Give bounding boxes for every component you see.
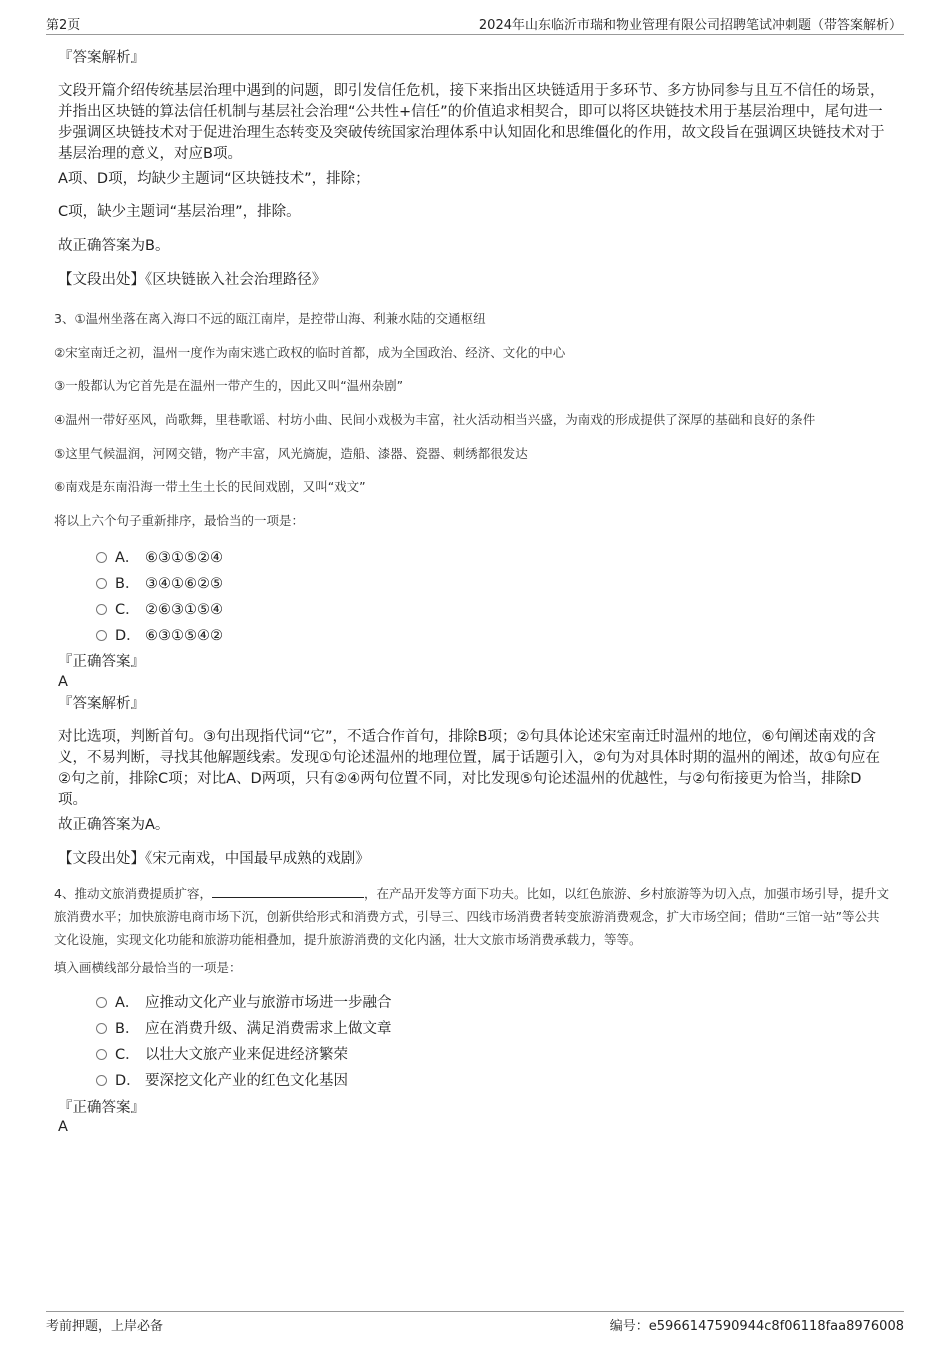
question-stem-rest: ，在产品开发等方面下功夫。比如，以红色旅游、乡村旅游等为切入点，加强市场引导，提升文旅消费水平；加快旅游电商市场下沉，创新供给形式和消费方式，引导三、四线市场消费者转变旅游消费观念，扩大市场空间；借助“三馆一站”等公共文化设施，实现文化功能和旅游功能相叠加，提升旅游消费的文化内涵，壮大文旅市场消费承载力，等等。 [54,886,889,947]
question-prompt: 将以上六个句子重新排序，最恰当的一项是： [54,513,305,528]
page-header [46,12,904,35]
question-prompt: 填入画横线部分最恰当的一项是： [54,960,242,975]
question-sentence: ②宋室南迁之初，温州一度作为南宋逃亡政权的临时首都，成为全国政治、经济、文化的中心 [54,345,566,360]
page-number: 第2页 [46,18,81,33]
option-letter: D． [115,628,141,644]
answer-value: A [58,674,68,690]
option-letter: B． [115,1021,140,1037]
option-letter: B． [115,576,140,592]
option-letter: A． [115,550,140,566]
question-sentence: ④温州一带好巫风，尚歌舞，里巷歌谣、村坊小曲、民间小戏极为丰富，社火活动相当兴盛，为南戏的形成提供了深厚的基础和良好的条件 [54,412,816,427]
radio-button[interactable] [96,1049,107,1060]
conclusion: 故正确答案为A。 [58,817,170,833]
question-sentence: ⑥南戏是东南沿海一带土生土长的民间戏剧，又叫“戏文” [54,479,366,494]
radio-button[interactable] [96,997,107,1008]
footer-slogan: 考前押题，上岸必备 [46,1319,164,1334]
option-c[interactable] [96,1045,348,1065]
option-text: 以壮大文旅产业来促进经济繁荣 [145,1047,348,1063]
analysis-label: 『答案解析』 [58,50,145,66]
question-sentence: ③一般都认为它首先是在温州一带产生的，因此又叫“温州杂剧” [54,378,404,393]
analysis-line: A项、D项，均缺少主题词“区块链技术”，排除； [58,171,370,187]
option-a[interactable] [96,548,223,568]
option-letter: C． [115,602,140,618]
fill-in-blank [212,885,364,898]
option-text: 要深挖文化产业的红色文化基因 [145,1073,348,1089]
question-stem-start: 4、推动文旅消费提质扩容， [54,886,212,901]
page-footer [46,1311,904,1336]
analysis-line: C项，缺少主题词“基层治理”，排除。 [58,204,301,220]
source-line: 【文段出处】《宋元南戏，中国最早成熟的戏剧》 [58,851,370,867]
radio-button[interactable] [96,1075,107,1086]
option-d[interactable] [96,1071,348,1091]
radio-button[interactable] [96,578,107,589]
answer-label: 『正确答案』 [58,1100,145,1116]
option-a[interactable] [96,993,392,1013]
document-title: 2024年山东临沂市瑞和物业管理有限公司招聘笔试冲刺题（带答案解析） [478,18,902,33]
option-b[interactable] [96,1019,392,1039]
option-letter: C． [115,1047,140,1063]
question-sentence: 3、①温州坐落在离入海口不远的瓯江南岸，是控带山海、利兼水陆的交通枢纽 [54,311,486,326]
radio-button[interactable] [96,552,107,563]
analysis-text: 对比选项，判断首句。③句出现指代词“它”，不适合作首句，排除B项；②句具体论述宋室南迁时温州的地位，⑥句阐述南戏的含义，不易判断，寻找其他解题线索。发现①句论述温州的地理位置，属于话题引入，②句为对具体时期的温州的阐述，故①句应在②句之前，排除C项；对比A、D两项，只有②④两句位置不同，对比发现⑤句论述温州的优越性，与②句衔接更为恰当，排除D项。 [58,729,880,808]
answer-value: A [58,1119,68,1135]
option-b[interactable] [96,574,223,594]
option-text: 应推动文化产业与旅游市场进一步融合 [145,995,392,1011]
option-d[interactable] [96,626,223,646]
analysis-text: 文段开篇介绍传统基层治理中遇到的问题，即引发信任危机，接下来指出区块链适用于多环节、多方协同参与且互不信任的场景，并指出区块链的算法信任机制与基层社会治理“公共性+信任”的价值追求相契合，即可以将区块链技术用于基层治理中，尾句进一步强调区块链技术对于促进治理生态转变及突破传统国家治理体系中认知固化和思维僵化的作用，故文段旨在强调区块链技术对于基层治理的意义，对应B项。 [58,83,885,162]
radio-button[interactable] [96,630,107,641]
option-text: ②⑥③①⑤④ [145,602,223,618]
option-text: ③④①⑥②⑤ [145,576,223,592]
source-line: 【文段出处】《区块链嵌入社会治理路径》 [58,272,327,288]
question-stem [54,882,890,951]
option-c[interactable] [96,600,223,620]
conclusion: 故正确答案为B。 [58,238,170,254]
option-text: 应在消费升级、满足消费需求上做文章 [145,1021,392,1037]
option-letter: A． [115,995,140,1011]
option-text: ⑥③①⑤④② [145,628,223,644]
radio-button[interactable] [96,1023,107,1034]
option-letter: D． [115,1073,141,1089]
answer-label: 『正确答案』 [58,654,145,670]
document-id: 编号：e5966147590944c8f06118faa8976008 [609,1319,904,1334]
question-sentence: ⑤这里气候温润，河网交错，物产丰富，风光旖旎，造船、漆器、瓷器、刺绣都很发达 [54,446,528,461]
option-text: ⑥③①⑤②④ [145,550,223,566]
analysis-label: 『答案解析』 [58,696,145,712]
radio-button[interactable] [96,604,107,615]
